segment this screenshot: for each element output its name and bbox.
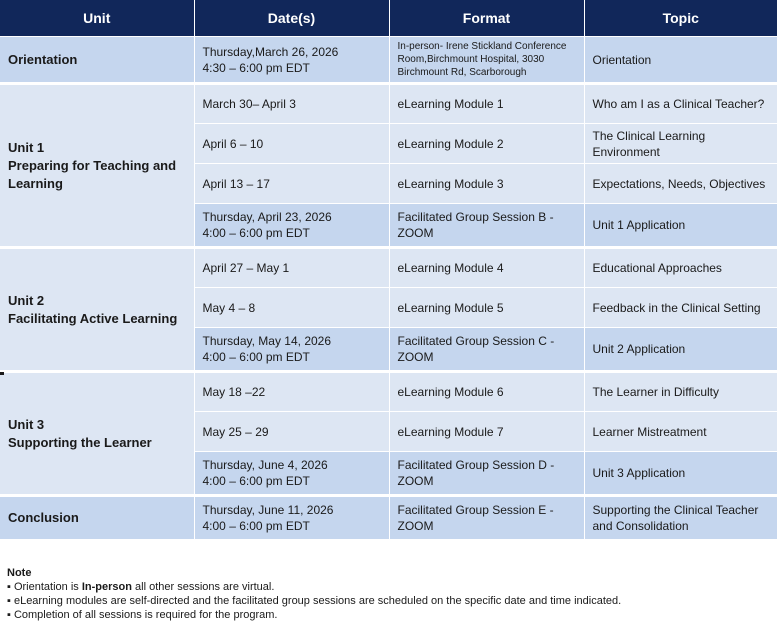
date-line: Thursday, June 11, 2026 [202,503,334,517]
table-row-orientation [0,37,777,84]
page-marker [0,372,4,375]
unit-orientation: Orientation [0,37,194,84]
date-cell: April 6 – 10 [194,124,389,164]
time-line: 4:00 – 6:00 pm EDT [202,519,310,533]
format-cell: eLearning Module 4 [389,248,584,288]
date-line: Thursday, May 14, 2026 [202,334,332,348]
topic-cell: Unit 1 Application [584,204,777,248]
topic-cell [584,124,777,164]
note-text: ▪ Orientation is [7,581,82,593]
date-cell [194,37,389,84]
format-line: Facilitated Group Session D - [397,458,555,472]
date-cell [194,328,389,372]
date-cell: May 4 – 8 [194,288,389,328]
table-row-conclusion [0,496,777,540]
topic-cell: Who am I as a Clinical Teacher? [584,84,777,124]
note-title: Note [7,567,32,579]
format-cell: eLearning Module 3 [389,164,584,204]
unit-conclusion: Conclusion [0,496,194,540]
header-dates: Date(s) [194,0,389,37]
format-line: Room,Birchmount Hospital, 3030 [397,54,545,65]
note-emphasis: In-person [81,581,132,593]
topic-cell: Unit 2 Application [584,328,777,372]
format-cell [389,328,584,372]
format-line: ZOOM [397,350,434,364]
time-line: 4:00 – 6:00 pm EDT [202,350,310,364]
topic-cell: Learner Mistreatment [584,412,777,452]
unit-3-label [0,372,194,496]
topic-line: The Clinical Learning [592,128,706,143]
format-cell [389,204,584,248]
time-line: 4:30 – 6:00 pm EDT [202,60,310,75]
header-unit: Unit [0,0,194,37]
time-line: 4:00 – 6:00 pm EDT [202,474,310,488]
note-section [7,566,621,622]
format-cell: eLearning Module 6 [389,372,584,412]
date-cell: May 18 –22 [194,372,389,412]
date-line: Thursday, June 4, 2026 [202,458,328,472]
topic-cell: Educational Approaches [584,248,777,288]
format-cell [389,496,584,540]
format-line: ZOOM [397,226,434,240]
note-text: all other sessions are virtual. [131,581,275,593]
format-line: ZOOM [397,519,434,533]
format-line: Facilitated Group Session B - [397,210,554,224]
header-topic: Topic [584,0,777,37]
topic-cell: Expectations, Needs, Objectives [584,164,777,204]
date-cell: May 25 – 29 [194,412,389,452]
topic-line: Environment [592,144,660,159]
table-row [0,248,777,288]
format-cell: eLearning Module 7 [389,412,584,452]
unit-title: Facilitating Active Learning [8,310,178,326]
format-line: Facilitated Group Session E - [397,503,554,517]
topic-cell: Unit 3 Application [584,452,777,496]
unit-1-label [0,84,194,248]
unit-title: Supporting the Learner [8,434,152,450]
unit-number: Unit 1 [8,139,45,155]
unit-number: Unit 3 [8,416,45,432]
date-cell: April 13 – 17 [194,164,389,204]
unit-number: Unit 2 [8,292,45,308]
note-line: ▪ eLearning modules are self-directed and the facilitated group sessions are scheduled on the specific date and time indicated. [7,595,622,607]
format-cell: eLearning Module 5 [389,288,584,328]
format-line: Facilitated Group Session C - [397,334,555,348]
format-line: In-person- Irene Stickland Conference [397,41,567,52]
table-row [0,372,777,412]
format-line: Birchmount Rd, Scarborough [397,67,527,78]
topic-line: Supporting the Clinical Teacher [592,503,759,517]
format-cell [389,452,584,496]
topic-cell: The Learner in Difficulty [584,372,777,412]
topic-line: and Consolidation [592,519,689,533]
note-line [7,580,621,594]
format-line: ZOOM [397,474,434,488]
header-format: Format [389,0,584,37]
table-row [0,84,777,124]
format-cell [389,37,584,84]
format-cell: eLearning Module 2 [389,124,584,164]
date-cell [194,204,389,248]
topic-cell: Feedback in the Clinical Setting [584,288,777,328]
unit-title: Preparing for Teaching and [8,157,177,173]
time-line: 4:00 – 6:00 pm EDT [202,226,310,240]
date-line: Thursday,March 26, 2026 [202,44,339,59]
unit-2-label [0,248,194,372]
date-cell: March 30– April 3 [194,84,389,124]
date-cell [194,496,389,540]
header-row [0,0,777,37]
unit-title-cont: Learning [8,175,63,191]
topic-cell: Orientation [584,37,777,84]
note-line: ▪ Completion of all sessions is required for the program. [7,609,278,621]
format-cell: eLearning Module 1 [389,84,584,124]
topic-cell [584,496,777,540]
date-cell [194,452,389,496]
date-line: Thursday, April 23, 2026 [202,210,332,224]
date-cell: April 27 – May 1 [194,248,389,288]
